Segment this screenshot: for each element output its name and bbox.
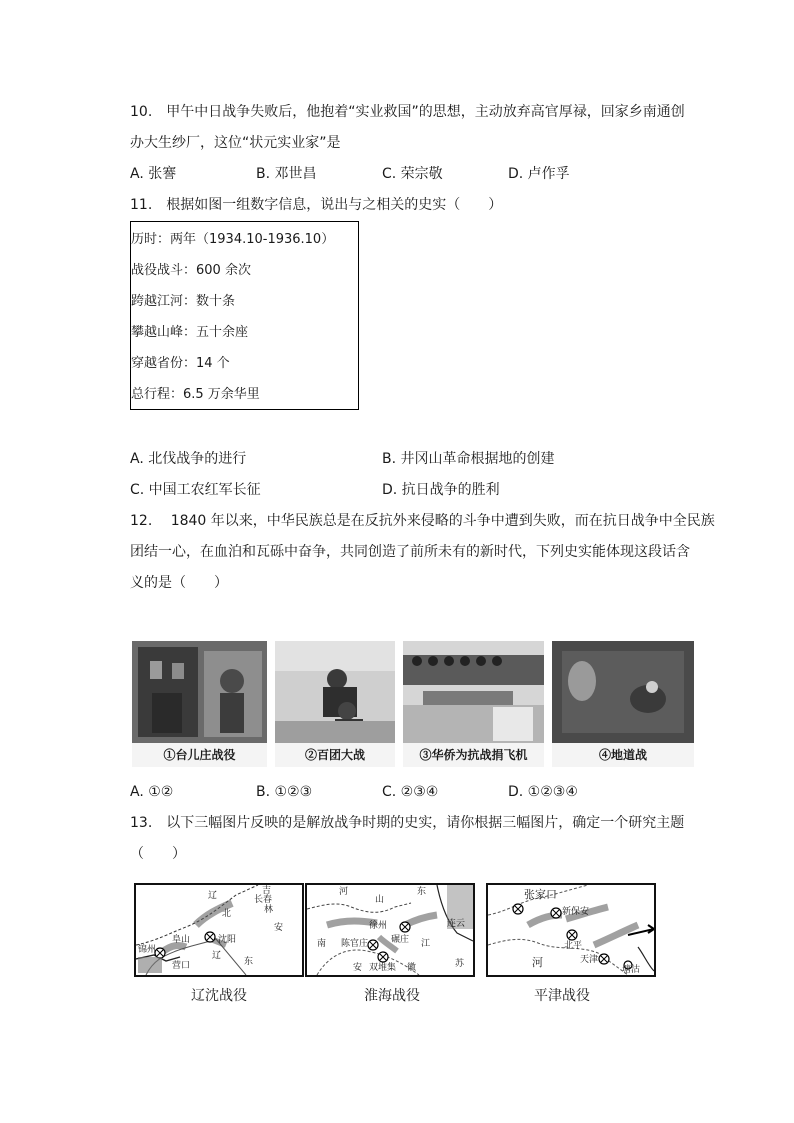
q12-option-d[interactable]: D. ①②③④: [508, 784, 578, 800]
q11-option-c[interactable]: C. 中国工农红军长征: [130, 482, 261, 498]
q12-stem-line2: 团结一心，在血泊和瓦砾中奋争，共同创造了前所未有的新时代，下列史实能体现这段话含: [130, 544, 690, 560]
map-huaihai-label-shan: 山: [375, 895, 385, 905]
photo-hundred-regiments: [275, 641, 395, 767]
q12-option-c[interactable]: C. ②③④: [382, 784, 439, 800]
q11-info-battles: 战役战斗：600 余次: [131, 263, 251, 278]
map-liaoshen-label-liao: 辽: [208, 891, 218, 901]
map-liaoshen-caption: 辽沈战役: [191, 988, 247, 1004]
photo-tunnel-warfare-caption: ④地道战: [552, 743, 694, 767]
q10-option-c[interactable]: C. 荣宗敬: [382, 166, 443, 182]
photo-overseas-donation-image: [403, 641, 544, 743]
map-huaihai-label-hui: 徽: [407, 963, 417, 973]
photo-hundred-regiments-image: [275, 641, 395, 743]
map-pingjin-label-tanggu: 塘沽: [622, 965, 641, 975]
map-liaoshen-label-yingkou: 营口: [172, 961, 191, 971]
q11-info-mountains: 攀越山峰：五十余座: [131, 325, 249, 340]
photo-tunnel-warfare: [552, 641, 694, 767]
map-huaihai-label-he: 河: [339, 887, 349, 897]
map-liaoshen-label-changchun: 长春: [254, 895, 273, 905]
map-pingjin-label-zhangjiakou: 张家口: [524, 888, 557, 901]
map-pingjin: [486, 883, 656, 977]
q13-stem-line2: （ ）: [130, 846, 186, 862]
map-liaoshen-label-dong: 东: [244, 957, 254, 967]
map-huaihai-label-shuangduiji: 双堆集: [369, 963, 397, 973]
map-liaoshen-label-lin: 林: [264, 905, 274, 915]
photo-taierzhuang-caption: ①台儿庄战役: [132, 743, 267, 767]
map-liaoshen-label-ji: 吉: [262, 886, 272, 896]
map-huaihai-label-chenguanzhuang: 陈官庄: [341, 939, 369, 949]
map-huaihai: [305, 883, 475, 977]
map-huaihai-label-nianzhuang: 碾庄: [391, 935, 410, 945]
q10-option-d[interactable]: D. 卢作孚: [508, 166, 570, 182]
map-liaoshen-label-an: 安: [274, 923, 284, 933]
q12-option-a[interactable]: A. ①②: [130, 784, 174, 800]
map-huaihai-label-jiang: 江: [421, 939, 431, 949]
map-pingjin-caption: 平津战役: [534, 988, 590, 1004]
map-pingjin-drawing: [488, 885, 654, 975]
map-pingjin-label-beiping: 北平: [564, 941, 583, 951]
map-liaoshen-label-jinzhou: 锦州: [138, 945, 157, 955]
map-huaihai-label-su: 苏: [455, 959, 465, 969]
map-huaihai-label-nan: 南: [317, 939, 327, 949]
map-pingjin-label-tianjin: 天津: [580, 955, 599, 965]
photo-overseas-donation-caption: ③华侨为抗战捐飞机: [403, 743, 544, 767]
map-huaihai-label-dong: 东: [417, 887, 427, 897]
q10-option-a[interactable]: A. 张謇: [130, 166, 177, 182]
q11-option-b[interactable]: B. 井冈山革命根据地的创建: [382, 451, 555, 467]
q11-info-box: [130, 221, 359, 410]
q11-info-rivers: 跨越江河：数十条: [131, 294, 236, 309]
photo-taierzhuang-image: [132, 641, 267, 743]
q10-stem-line2: 办大生纱厂，这位“状元实业家”是: [130, 135, 341, 151]
q11-info-provinces: 穿越省份：14 个: [131, 356, 230, 371]
map-pingjin-label-xinbaoan: 新保安: [562, 907, 590, 917]
q11-info-duration: 历时：两年（1934.10-1936.10）: [131, 232, 335, 247]
map-huaihai-drawing: [307, 885, 473, 975]
photo-hundred-regiments-caption: ②百团大战: [275, 743, 395, 767]
map-liaoshen-label-fushan: 阜山: [172, 935, 191, 945]
photo-tunnel-warfare-image: [552, 641, 694, 743]
q10-stem-line1: 10. 甲午中日战争失败后，他抱着“实业救国”的思想，主动放弃高官厚禄，回家乡南通创: [130, 104, 685, 120]
q11-stem: 11. 根据如图一组数字信息，说出与之相关的史实（ ）: [130, 197, 503, 213]
q11-option-a[interactable]: A. 北伐战争的进行: [130, 451, 247, 467]
q11-option-d[interactable]: D. 抗日战争的胜利: [382, 482, 500, 498]
map-liaoshen-label-bei: 北: [222, 909, 232, 919]
map-liaoshen: [134, 883, 304, 977]
map-huaihai-label-an: 安: [353, 963, 363, 973]
map-liaoshen-label-shenyang: 沈阳: [218, 935, 237, 945]
map-huaihai-label-lianyun: 连云: [447, 919, 466, 929]
q12-stem-line1: 12. 1840 年以来，中华民族总是在反抗外来侵略的斗争中遭到失败，而在抗日战争中全民族: [130, 513, 715, 529]
q11-info-distance: 总行程：6.5 万余华里: [131, 387, 260, 402]
q12-option-b[interactable]: B. ①②③: [256, 784, 313, 800]
map-pingjin-label-he: 河: [532, 956, 543, 969]
photo-taierzhuang: [132, 641, 267, 767]
map-huaihai-caption: 淮海战役: [364, 988, 420, 1004]
q13-stem-line1: 13. 以下三幅图片反映的是解放战争时期的史实，请你根据三幅图片，确定一个研究主题: [130, 815, 685, 831]
map-huaihai-label-xuzhou: 徐州: [369, 921, 388, 931]
photo-overseas-donation: [403, 641, 544, 767]
q12-stem-line3: 义的是（ ）: [130, 575, 228, 591]
q10-option-b[interactable]: B. 邓世昌: [256, 166, 317, 182]
map-liaoshen-label-liao2: 辽: [212, 951, 222, 961]
